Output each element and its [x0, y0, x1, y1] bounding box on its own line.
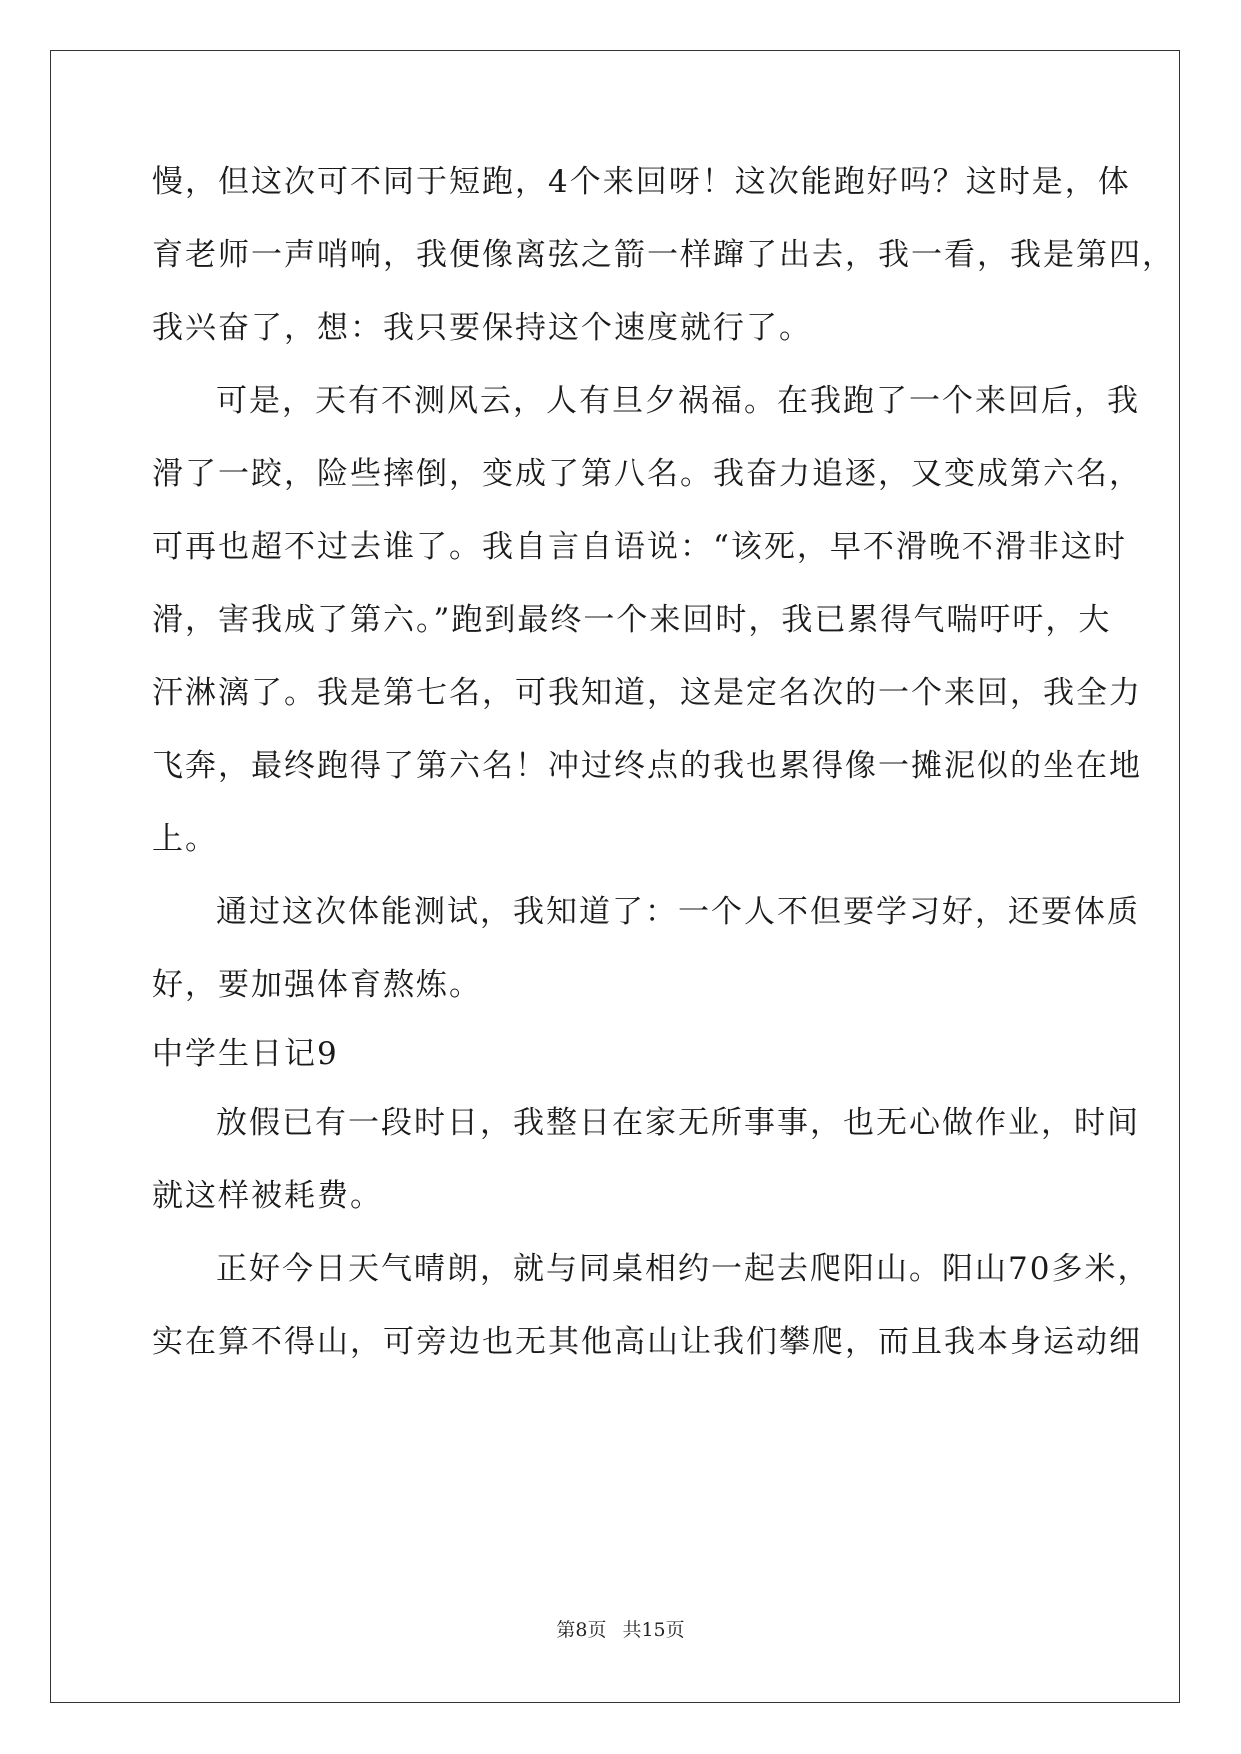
text-line: 汗淋漓了。我是第七名，可我知道，这是定名次的一个来回，我全力 [152, 675, 1142, 711]
text-line: 就这样被耗费。 [152, 1178, 383, 1214]
page-number: 第8页 [556, 1619, 607, 1641]
page-border [50, 50, 1180, 1703]
text-line: 飞奔，最终跑得了第六名！冲过终点的我也累得像一摊泥似的坐在地 [152, 748, 1142, 784]
text-line: 滑，害我成了第六。”跑到最终一个来回时，我已累得气喘吁吁，大 [152, 602, 1112, 638]
section-heading: 中学生日记9 [152, 1036, 339, 1072]
text-line: 上。 [152, 821, 218, 857]
text-line: 可是，天有不测风云，人有旦夕祸福。在我跑了一个来回后，我 [216, 383, 1140, 419]
text-line: 慢，但这次可不同于短跑，4个来回呀！这次能跑好吗？这时是，体 [152, 164, 1131, 200]
text-line: 正好今日天气晴朗，就与同桌相约一起去爬阳山。阳山70多米， [216, 1251, 1151, 1287]
text-line: 放假已有一段时日，我整日在家无所事事，也无心做作业，时间 [216, 1105, 1140, 1141]
text-line: 滑了一跤，险些摔倒，变成了第八名。我奋力追逐，又变成第六名， [152, 456, 1142, 492]
text-line: 实在算不得山，可旁边也无其他高山让我们攀爬，而且我本身运动细 [152, 1324, 1142, 1360]
text-line: 可再也超不过去谁了。我自言自语说：“该死，早不滑晚不滑非这时 [152, 529, 1127, 565]
text-line: 好，要加强体育熬炼。 [152, 967, 482, 1003]
text-line: 育老师一声哨响，我便像离弦之箭一样蹿了出去，我一看，我是第四， [152, 237, 1175, 273]
page-total: 共15页 [622, 1619, 685, 1641]
text-line: 我兴奋了，想：我只要保持这个速度就行了。 [152, 310, 812, 346]
text-line: 通过这次体能测试，我知道了：一个人不但要学习好，还要体质 [216, 894, 1140, 930]
page-footer [0, 1617, 1241, 1643]
